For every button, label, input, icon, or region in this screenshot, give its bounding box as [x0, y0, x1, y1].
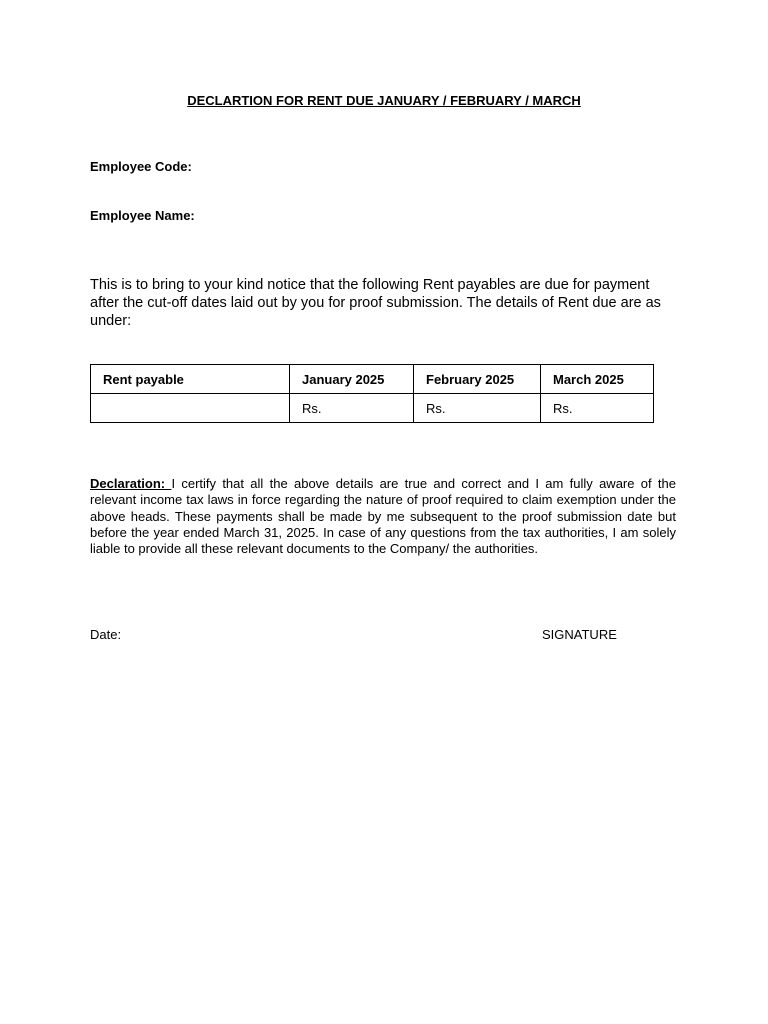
- employee-name-label: Employee Name:: [90, 208, 195, 223]
- header-february: February 2025: [414, 365, 541, 394]
- table-row: [91, 394, 654, 423]
- header-rent-payable: Rent payable: [91, 365, 290, 394]
- cell-rent-payable: [91, 394, 290, 423]
- declaration-text: I certify that all the above details are true and correct and I am fully aware of the relevant income tax laws in force regarding the nature of proof required to claim exemption under the above heads. These payments shall be made by me subsequent to the proof submission date but before the year ended March 31, 2025. In case of any questions from the tax authorities, I am solely liable to provide all these relevant documents to the Company/ the authorities.: [90, 476, 676, 557]
- rent-table: [90, 364, 654, 423]
- cell-february: Rs.: [414, 394, 541, 423]
- signature-label: SIGNATURE: [542, 627, 617, 642]
- date-label: Date:: [90, 627, 122, 642]
- intro-paragraph: This is to bring to your kind notice that the following Rent payables are due for payment after the cut-off dates laid out by you for proof submission. The details of Rent due are as under:: [90, 277, 661, 329]
- cell-march: Rs.: [541, 394, 654, 423]
- table-header-row: [91, 365, 654, 394]
- header-january: January 2025: [290, 365, 414, 394]
- declaration-label: Declaration:: [90, 476, 172, 491]
- employee-code-label: Employee Code:: [90, 159, 192, 174]
- header-march: March 2025: [541, 365, 654, 394]
- declaration-paragraph: [90, 476, 676, 557]
- document-title: DECLARTION FOR RENT DUE JANUARY / FEBRUARY / MARCH: [187, 93, 581, 108]
- cell-january: Rs.: [290, 394, 414, 423]
